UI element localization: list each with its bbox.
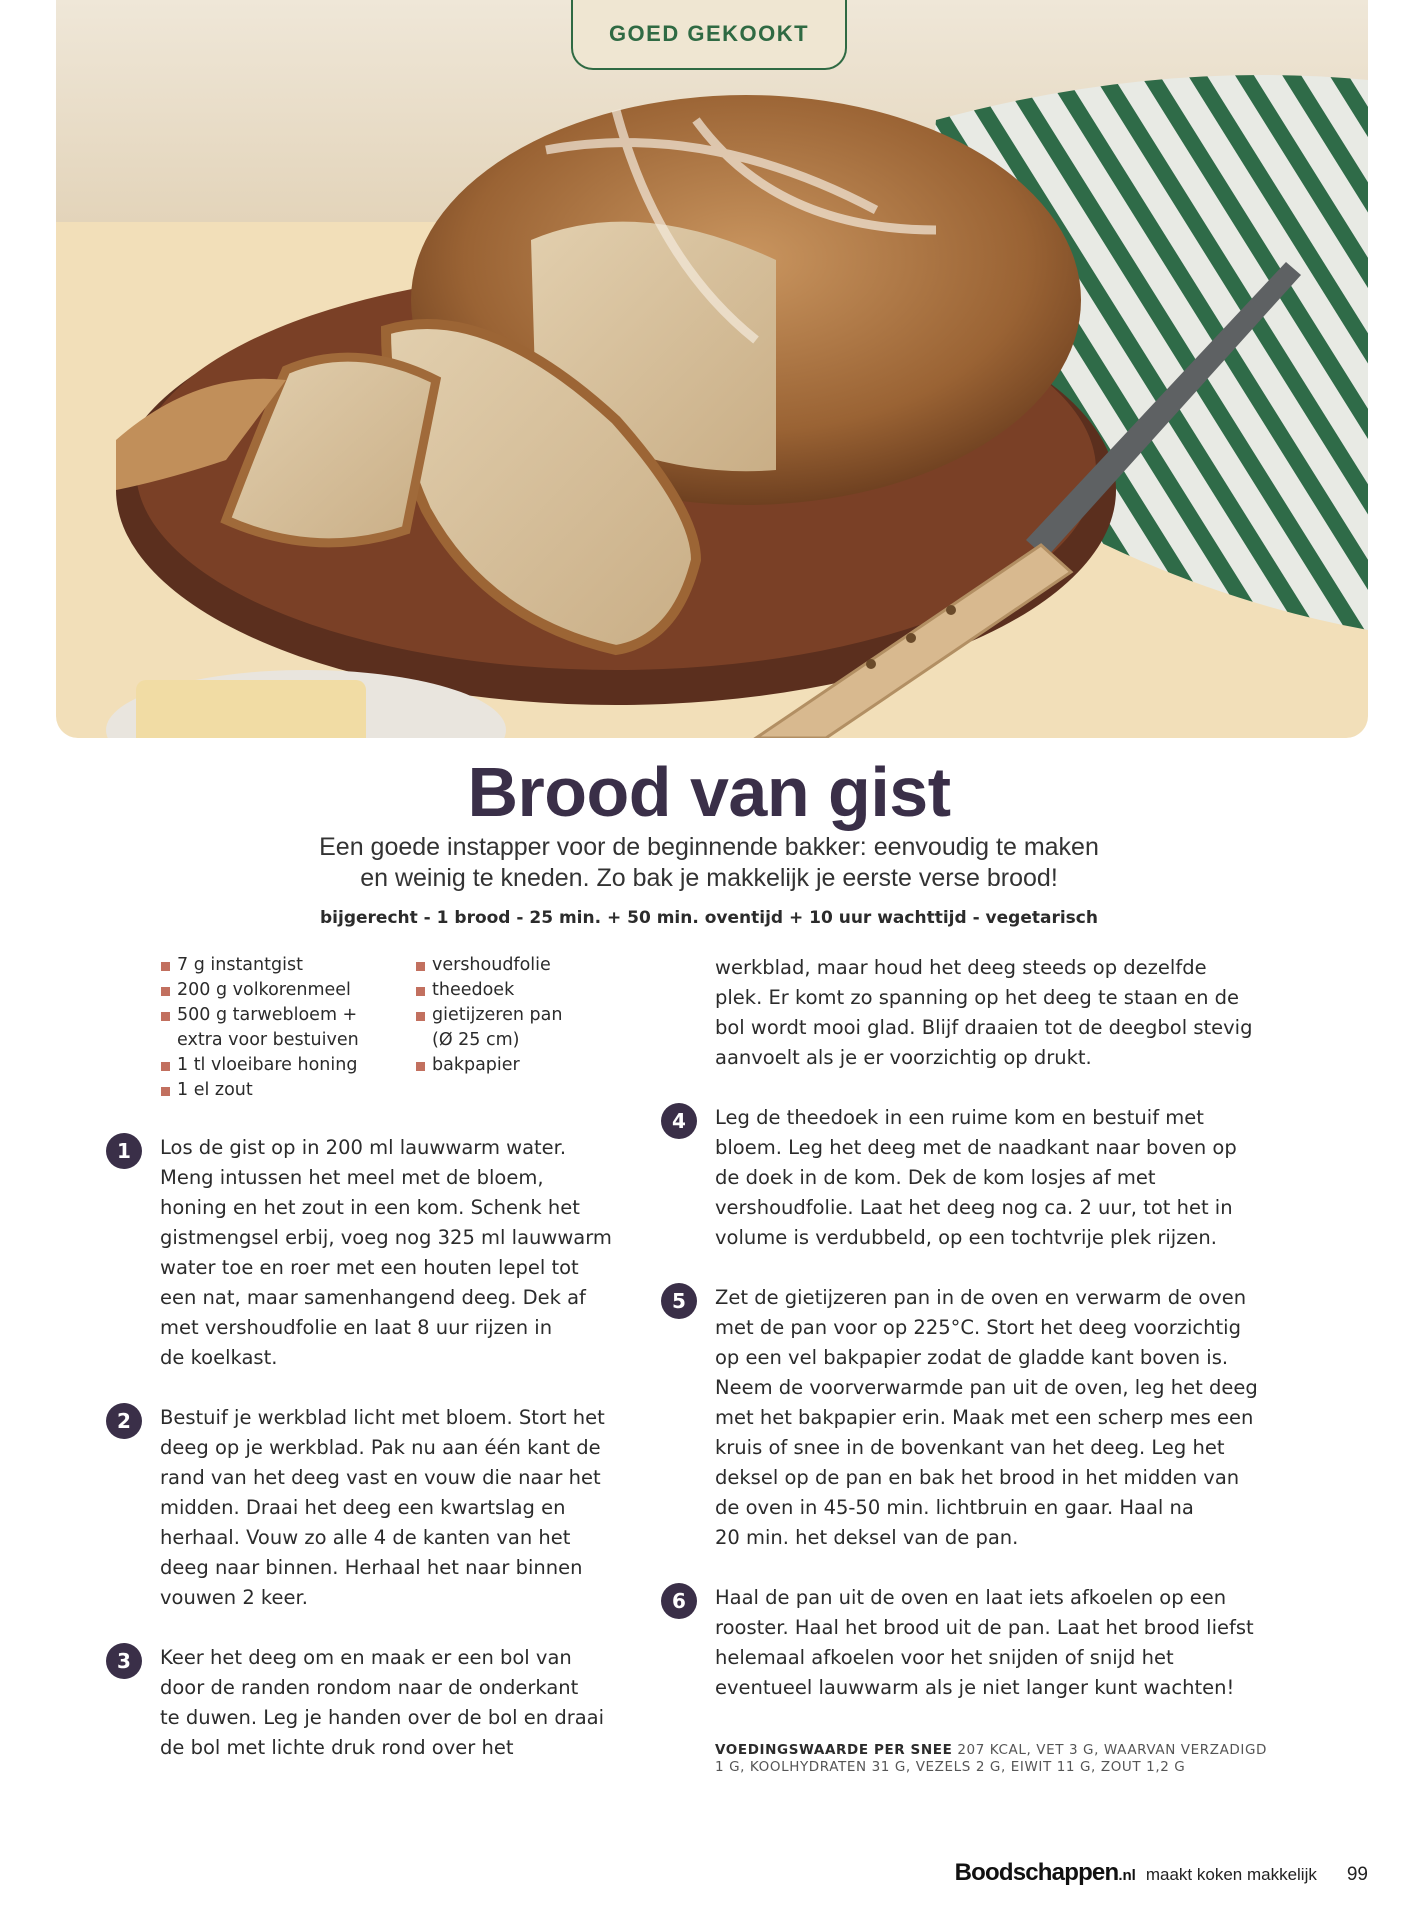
hero-photo-bread — [56, 0, 1368, 738]
step-number-badge: 4 — [661, 1103, 697, 1139]
nutrition-values-2: 1 G, KOOLHYDRATEN 31 G, VEZELS 2 G, EIWIT 11 G, ZOUT 1,2 G — [715, 1759, 1186, 1775]
recipe-title: Brood van gist — [467, 753, 951, 831]
brand-slogan: maakt koken makkelijk — [1145, 1865, 1317, 1884]
step-number-badge: 5 — [661, 1283, 697, 1319]
brand-logo: Boodschappen.nl — [954, 1859, 1136, 1886]
intro-line-1: Een goede instapper voor de beginnende bakker: eenvoudig te maken — [319, 833, 1099, 861]
nutrition-values-1: 207 KCAL, VET 3 G, WAARVAN VERZADIGD — [957, 1742, 1268, 1758]
step-5 — [0, 1283, 1258, 1553]
step-text: Keer het deeg om en maak er een bol van door de randen rondom naar de onderkant te duwen. Leg je handen over de bol en draai de bol met lichte druk rond over het — [160, 1646, 605, 1759]
step-text: werkblad, maar houd het deeg steeds op dezelfde plek. Er komt zo spanning op het deeg te staan en de bol wordt mooi glad. Blijf draaien tot de deegbol stevig aanvoelt als je er voorzichtig op drukt. — [715, 956, 1253, 1069]
step-number-badge: 1 — [106, 1133, 142, 1169]
step-number-badge: 3 — [106, 1643, 142, 1679]
intro-line-2: en weinig te kneden. Zo bak je makkelijk je eerste verse brood! — [360, 864, 1058, 892]
step-3-continued — [0, 953, 1252, 1073]
equipment-item: theedoek — [415, 978, 645, 1003]
equipment-item-continued: (Ø 25 cm) — [432, 1030, 520, 1050]
equipment-item: gietijzeren pan — [415, 1003, 645, 1028]
equipment-item: bakpapier — [415, 1053, 645, 1078]
step-text: Bestuif je werkblad licht met bloem. Stort het deeg op je werkblad. Pak nu aan één kant de rand van het deeg vast en vouw die naar het midden. Draai het deeg een kwartslag en herhaal. Vouw zo alle 4 de kanten van het deeg naar binnen. Herhaal het naar binnen vouwen 2 keer. — [160, 1406, 605, 1609]
equipment-item: vershoudfolie — [415, 953, 645, 978]
step-text: Zet de gietijzeren pan in de oven en verwarm de oven met de pan voor op 225°C. Stort het deeg voorzichtig op een vel bakpapier zodat de gladde kant boven is. Neem de voorverwarmde pan uit de oven, leg het deeg met het bakpapier erin. Maak met een scherp mes een kruis of snee in de bovenkant van het deeg. Leg het deksel op de pan en bak het brood in het midden van de oven in 45-50 min. lichtbruin en gaar. Haal na 20 min. het deksel van de pan. — [715, 1286, 1258, 1549]
step-number-badge: 2 — [106, 1403, 142, 1439]
section-tag — [571, 0, 847, 70]
recipe-intro — [220, 832, 1198, 894]
step-text: Los de gist op in 200 ml lauwwarm water. Meng intussen het meel met de bloem, honing en het zout in een kom. Schenk het gistmengsel erbij, voeg nog 325 ml lauwwarm water toe en roer met een houten lepel tot een nat, maar samenhangend deeg. Dek af met vershoudfolie en laat 8 uur rijzen in de koelkast. — [160, 1136, 612, 1369]
ingredient-item: 7 g instantgist — [160, 953, 400, 978]
step-4 — [0, 1103, 1237, 1253]
ingredient-item-continued: extra voor bestuiven — [177, 1030, 359, 1050]
page-number: 99 — [1346, 1864, 1368, 1885]
page-footer — [955, 1859, 1368, 1887]
step-6 — [0, 1583, 1254, 1703]
step-text: Leg de theedoek in een ruime kom en bestuif met bloem. Leg het deeg met de naadkant naar boven op de doek in de kom. Dek de kom losjes af met vershoudfolie. Laat het deeg nog ca. 2 uur, tot het in volume is verdubbeld, op een tochtvrije plek rijzen. — [715, 1106, 1237, 1249]
ingredient-item: 1 tl vloeibare honing — [160, 1053, 400, 1078]
step-number-badge: 6 — [661, 1583, 697, 1619]
step-text: Haal de pan uit de oven en laat iets afkoelen op een rooster. Haal het brood uit de pan. Laat het brood liefst helemaal afkoelen voor het snijden of snijd het eventueel lauwwarm als je niet langer kunt wachten! — [715, 1586, 1254, 1699]
section-tag-label: GOED GEKOOKT — [608, 21, 810, 46]
recipe-meta: bijgerecht - 1 brood - 25 min. + 50 min. oventijd + 10 uur wachttijd - vegetarisch — [320, 908, 1098, 928]
ingredient-item: 200 g volkorenmeel — [160, 978, 400, 1003]
nutrition-info — [715, 1742, 1275, 1776]
ingredient-item: 1 el zout — [160, 1078, 400, 1103]
nutrition-label: VOEDINGSWAARDE PER SNEE — [715, 1742, 953, 1758]
ingredient-item: 500 g tarwebloem + — [160, 1003, 400, 1028]
